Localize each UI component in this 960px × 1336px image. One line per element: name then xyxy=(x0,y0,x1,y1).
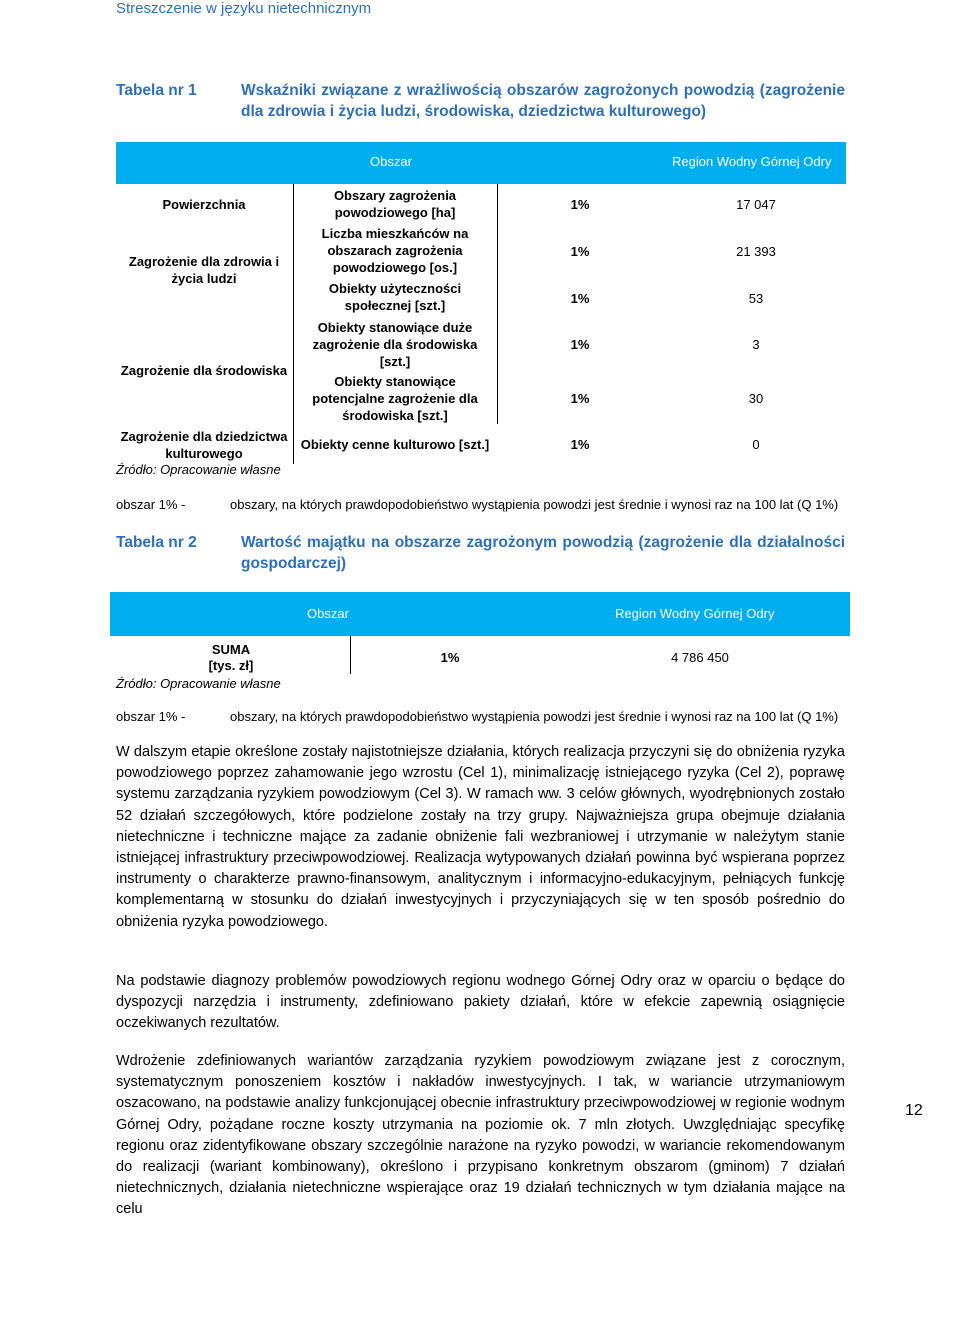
table1-category-dziedzictwo: Zagrożenie dla dziedzictwa kulturowego xyxy=(120,429,288,461)
table2-note-term: obszar 1% - xyxy=(116,709,186,724)
table1-header-band xyxy=(116,142,846,184)
table1-indicator-2: Liczba mieszkańców na obszarach zagrożenia powodziowego [os.] xyxy=(321,226,469,275)
paragraph-2: Na podstawie diagnozy problemów powodziowych regionu wodnego Górnej Odry oraz w oparciu o będące do dyspozycji narzędzia i instrumenty, zdefiniowano pakiety działań, które w efekcie zapewnią osiągnięcie oczekiwanych rezultatów. xyxy=(116,973,845,1032)
table1-indicator-6: Obiekty cenne kulturowo [szt.] xyxy=(300,437,490,452)
table2-header-band xyxy=(110,592,850,636)
table1-area-5: 1% xyxy=(570,391,590,406)
table1-indicator-5: Obiekty stanowiące potencjalne zagrożenie dla środowiska [szt.] xyxy=(312,374,478,423)
table1-value-4: 3 xyxy=(752,337,760,352)
table1-value-5: 30 xyxy=(748,391,764,406)
table2-note-text: obszary, na których prawdopodobieństwo wystąpienia powodzi jest średnie i wynosi raz na 100 lat (Q 1%) xyxy=(230,709,839,724)
table1-area-3: 1% xyxy=(570,291,590,306)
table1-header-region: Region Wodny Górnej Odry xyxy=(672,154,832,169)
table1-title: Wskaźniki związane z wrażliwością obszarów zagrożonych powodzią (zagrożenie dla zdrowia i życia ludzi, środowiska, dziedzictwa kulturowego) xyxy=(241,82,845,120)
table2-header-obszar: Obszar xyxy=(307,606,349,621)
table1-area-4: 1% xyxy=(570,337,590,352)
table1-label: Tabela nr 1 xyxy=(116,82,197,99)
table2-header-region: Region Wodny Górnej Odry xyxy=(615,606,775,621)
table2-title: Wartość majątku na obszarze zagrożonym powodzią (zagrożenie dla działalności gospodarczej) xyxy=(241,534,845,572)
table1-value-6: 0 xyxy=(752,437,760,452)
paragraph-3: Wdrożenie zdefiniowanych wariantów zarządzania ryzykiem powodziowym związane jest z corocznym, systematycznym ponoszeniem kosztów i nakładów inwestycyjnych. I tak, w wariancie utrzymaniowym oszacowano, na podstawie analizy funkcjonującej obecnie infrastruktury przeciwpowodziowej w regionie wodnym Górnej Odry, pożądane roczne koszty utrzymania na poziomie ok. 7 mln złotych. Uwzględniając specyfikę regionu oraz zidentyfikowane obszary szczególnie narażone na ryzyko powodzi, w wariancie rekomendowanym do realizacji (wariant kombinowany), określono i przypisano konkretnym obszarom (gminom) 7 działań nietechnicznych, działania nietechniczne wspierające oraz 19 działań technicznych w tym działania mające na celu xyxy=(116,1053,845,1218)
table1-area-1: 1% xyxy=(570,197,590,212)
table1-note-term: obszar 1% - xyxy=(116,497,186,512)
running-header: Streszczenie w języku nietechnicznym xyxy=(116,0,372,17)
table1-value-2: 21 393 xyxy=(736,244,776,259)
table1-category-powierzchnia: Powierzchnia xyxy=(162,197,246,212)
table2-row-label-2: [tys. zł] xyxy=(208,658,254,673)
table1-area-6: 1% xyxy=(570,437,590,452)
table1-value-1: 17 047 xyxy=(736,197,776,212)
table1-area-2: 1% xyxy=(570,244,590,259)
table1-value-3: 53 xyxy=(748,291,764,306)
table1-category-srodowisko: Zagrożenie dla środowiska xyxy=(120,363,288,378)
table1-divider-left xyxy=(293,184,294,464)
table2-source: Źródło: Opracowanie własne xyxy=(116,676,281,691)
table1-indicator-4: Obiekty stanowiące duże zagrożenie dla środowiska [szt.] xyxy=(312,320,478,369)
table2-value: 4 786 450 xyxy=(671,650,729,665)
table2-area: 1% xyxy=(440,650,460,665)
table1-indicator-3: Obiekty użyteczności społecznej [szt.] xyxy=(328,281,462,313)
table1-note-text: obszary, na których prawdopodobieństwo wystąpienia powodzi jest średnie i wynosi raz na 100 lat (Q 1%) xyxy=(230,497,839,512)
table2-row-label-1: SUMA xyxy=(211,642,251,657)
table1-divider-right xyxy=(497,184,498,424)
table2-divider xyxy=(350,636,351,674)
page-number: 12 xyxy=(905,1102,923,1119)
table1-category-zdrowie: Zagrożenie dla zdrowia i życia ludzi xyxy=(128,254,280,286)
table1-indicator-1: Obszary zagrożenia powodziowego [ha] xyxy=(333,188,457,220)
table1-header-obszar: Obszar xyxy=(370,154,412,169)
table1-source: Źródło: Opracowanie własne xyxy=(116,462,281,477)
table2-label: Tabela nr 2 xyxy=(116,534,197,551)
paragraph-1: W dalszym etapie określone zostały najistotniejsze działania, których realizacja przyczyni się do obniżenia ryzyka powodziowego poprzez zahamowanie jego wzrostu (Cel 1), minimalizację istniejącego ryzyka (Cel 2), poprawę systemu zarządzania ryzykiem powodziowym (Cel 3). W ramach ww. 3 celów głównych, wyodrębnionych zostało 52 działań szczegółowych, które podzielone zostały na trzy grupy. Najważniejsza grupa obejmuje działania nietechniczne i techniczne mające za zadanie obniżenie fali wezbraniowej i utrzymanie w należytym stanie istniejącej infrastruktury przeciwpowodziowej. Realizacja wytypowanych działań powinna być wspierana poprzez instrumenty o charakterze prawno-finansowym, analitycznym i informacyjno-edukacyjnym, pełniących funkcję komplementarną w stosunku do działań inwestycyjnych i przyczyniających się w ten sposób pośrednio do obniżenia ryzyka powodziowego. xyxy=(116,744,845,930)
